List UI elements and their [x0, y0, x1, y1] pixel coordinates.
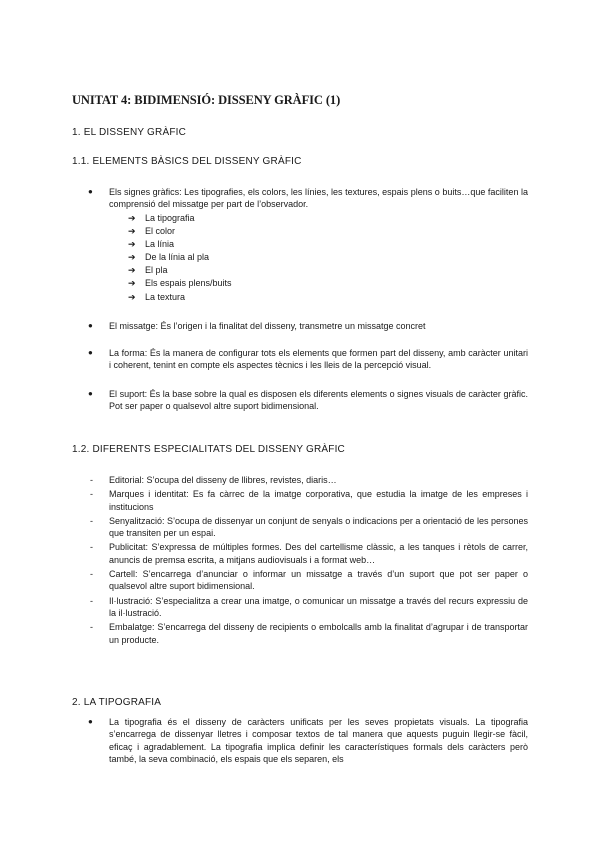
list-item: [88, 621, 528, 646]
list-item: [128, 291, 232, 304]
bullet-item-signes-grafics: [88, 186, 528, 211]
specialty-text: Editorial: S’ocupa del disseny de llibres, revistes, diaris…: [109, 475, 337, 485]
section-1-heading: 1. EL DISSENY GRÀFIC: [72, 127, 187, 138]
specialty-text: Il·lustració: S’especialitza a crear una imatge, o comunicar un missatge a través del recurs expressiu de la il·lustració.: [109, 595, 528, 618]
sub-item-label: La tipografia: [145, 213, 195, 223]
arrow-right-icon: ➔: [128, 226, 136, 237]
bullet-icon: ●: [88, 321, 93, 330]
specialty-text: Senyalització: S’ocupa de dissenyar un conjunt de senyals o indicacions per a orientació de les persones que transiten per un espai.: [109, 515, 528, 539]
sub-item-label: La textura: [145, 291, 186, 302]
section-2-heading: 2. LA TIPOGRAFIA: [72, 697, 162, 708]
sub-list: [128, 212, 232, 304]
bullet-item-missatge: [88, 320, 528, 332]
bullet-icon: ●: [88, 187, 93, 196]
sub-item-label: El color: [145, 226, 176, 237]
bullet-icon: ●: [88, 348, 93, 357]
dash-marker: -: [90, 542, 93, 553]
bullet-text: El suport: És la base sobre la qual es disposen els diferents elements o signes visuals de caràcter gràfic. Pot ser paper o qualsevol altre suport bidimensional.: [109, 389, 528, 412]
sub-item-label: Els espais plens/buits: [145, 278, 232, 289]
list-item: [128, 238, 232, 251]
dash-marker: -: [90, 569, 93, 580]
list-item: [88, 474, 528, 486]
list-item: [88, 541, 528, 566]
list-item: [88, 488, 528, 513]
arrow-right-icon: ➔: [128, 239, 136, 250]
specialty-text: Publicitat: S’expressa de múltiples formes. Des del cartellisme clàssic, a les tanques i rètols de carrer, anuncis de premsa escrita, a mitjans audiovisuals i a format web…: [109, 542, 528, 565]
specialty-text: Embalatge: S’encarrega del disseny de recipients o embolcalls amb la finalitat d’agrupar i de transportar un producte.: [109, 622, 528, 645]
section-1-1-heading: 1.1. ELEMENTS BÀSICS DEL DISSENY GRÀFIC: [72, 156, 302, 167]
specialty-text: Marques i identitat: Es fa càrrec de la imatge corporativa, que estudia la imatge de les empreses i institucions: [109, 489, 528, 512]
bullet-text: La tipografia és el disseny de caràcters unificats per les seves propietats visuals. La tipografia s’encarrega de dissenyar lletres i composar textos de tal manera que aquests puguin llegir-se fàcil, eficaç i agradablement. La tipografia implica definir les característiques formals dels caràcters però també, la seva combinació, els espais que els separen, els: [109, 717, 528, 764]
bullet-item-suport: [88, 388, 528, 413]
document-title: UNITAT 4: BIDIMENSIÓ: DISSENY GRÀFIC (1): [72, 93, 341, 107]
specialties-list: [88, 474, 528, 646]
section-1-2-heading: 1.2. DIFERENTS ESPECIALITATS DEL DISSENY GRÀFIC: [72, 444, 345, 455]
list-item: [128, 212, 232, 225]
dash-marker: -: [90, 475, 93, 485]
sub-item-label: El pla: [145, 265, 168, 276]
sub-item-label: De la línia al pla: [145, 252, 210, 263]
list-item: [88, 595, 528, 620]
arrow-right-icon: ➔: [128, 265, 136, 276]
bullet-icon: ●: [88, 717, 93, 726]
list-item: [128, 277, 232, 290]
bullet-text: La forma: És la manera de configurar tots els elements que formen part del disseny, amb caràcter unitari i coherent, tenint en compte els aspectes tècnics i les lleis de la percepció visual.: [109, 348, 528, 371]
bullet-item-forma: [88, 347, 528, 372]
dash-marker: -: [90, 595, 93, 606]
bullet-icon: ●: [88, 389, 93, 398]
list-item: [128, 251, 232, 264]
dash-marker: -: [90, 515, 93, 526]
sub-item-label: La línia: [145, 239, 175, 250]
list-item: [128, 264, 232, 277]
bullet-text: El missatge: És l’origen i la finalitat del disseny, transmetre un missatge concret: [109, 321, 426, 331]
arrow-right-icon: ➔: [128, 291, 136, 302]
dash-marker: -: [90, 622, 93, 633]
list-item: [88, 515, 528, 540]
list-item: [88, 568, 528, 593]
arrow-right-icon: ➔: [128, 252, 136, 263]
bullet-text: Els signes gràfics: Les tipografies, els colors, les línies, les textures, espais plens o buits…que faciliten la comprensió del missatge per part de l’observador.: [109, 187, 528, 210]
bullet-item-tipografia: [88, 716, 528, 765]
arrow-right-icon: ➔: [128, 213, 136, 223]
list-item: [128, 225, 232, 238]
dash-marker: -: [90, 489, 93, 500]
specialty-text: Cartell: S’encarrega d’anunciar o informar un missatge a través d’un suport que pot ser paper o qualsevol altre suport bidimensional.: [109, 569, 528, 592]
arrow-right-icon: ➔: [128, 278, 136, 289]
